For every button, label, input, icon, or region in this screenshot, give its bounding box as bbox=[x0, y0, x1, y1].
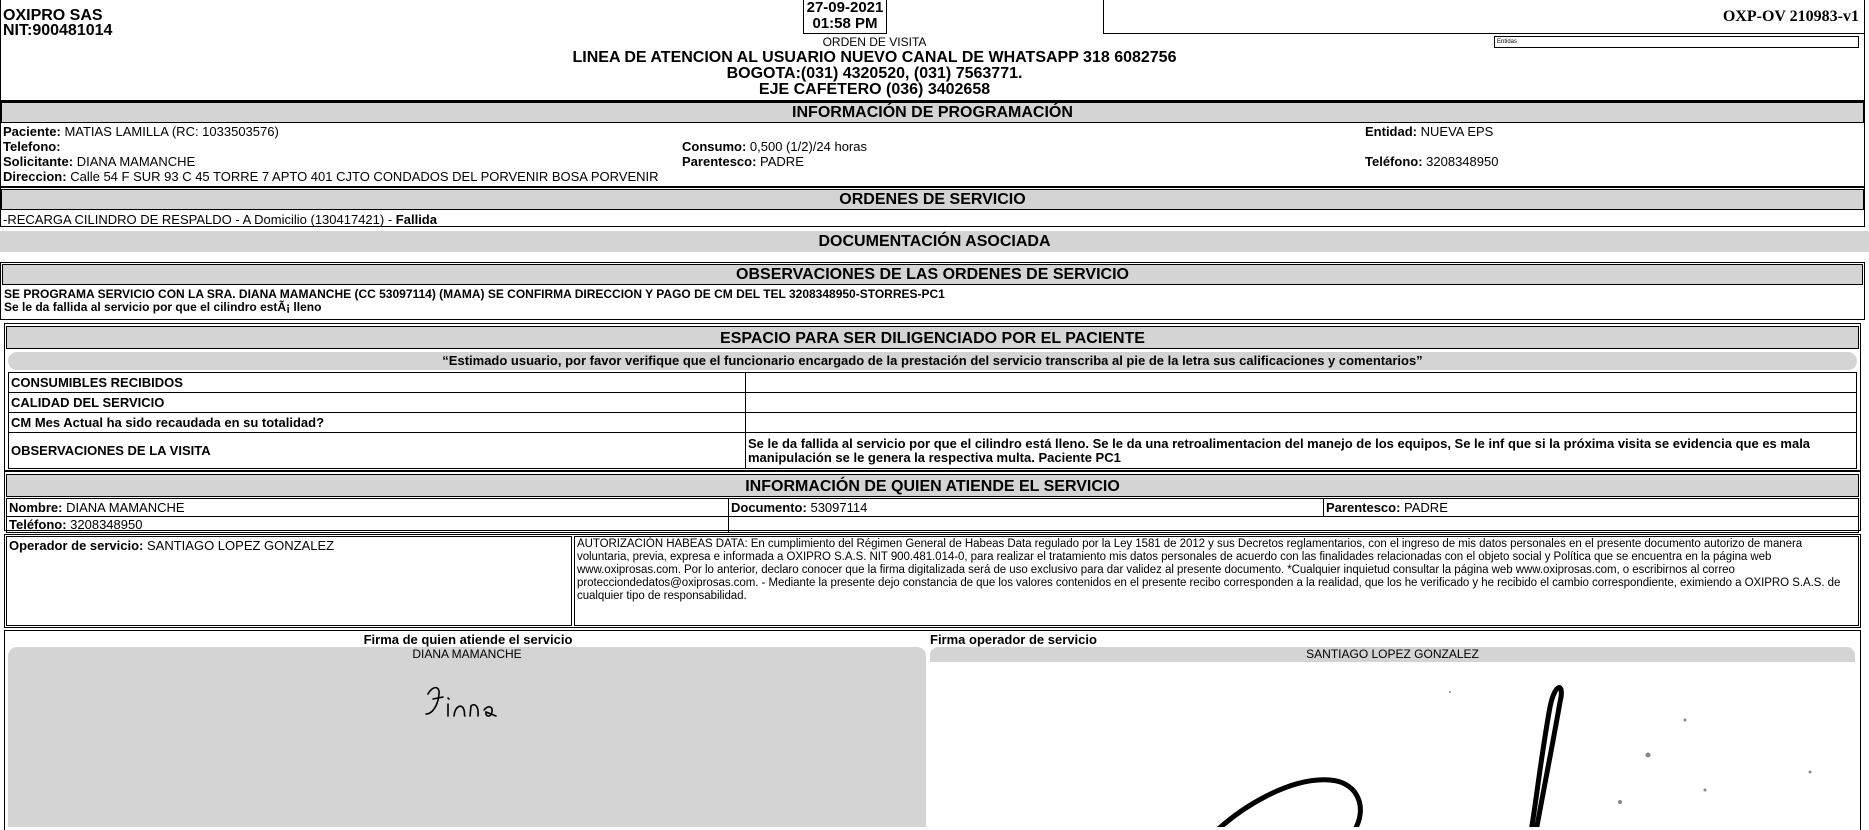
company-nit: NIT:900481014 bbox=[3, 22, 113, 39]
direccion-field bbox=[3, 169, 659, 184]
empty-cell bbox=[729, 517, 1859, 533]
firma-left-name: DIANA MAMANCHE bbox=[412, 647, 522, 661]
row-value-input[interactable] bbox=[746, 373, 1857, 393]
entidad-field bbox=[1365, 124, 1493, 139]
company-name: OXIPRO SAS bbox=[3, 7, 103, 24]
datetime-box bbox=[803, 0, 887, 34]
operador-label: Operador de servicio: bbox=[9, 538, 144, 553]
solicitante-value: DIANA MAMANCHE bbox=[76, 154, 196, 169]
paciente-space-notice: “Estimado usuario, por favor verifique que el funcionario encargado de la prestación del servicio transcriba al pie de la letra sus calificaciones y comentarios” bbox=[8, 352, 1857, 370]
orden-description: -RECARGA CILINDRO DE RESPALDO - A Domicilio (130417421) - bbox=[3, 212, 393, 227]
row-label: CONSUMIBLES RECIBIDOS bbox=[9, 373, 746, 393]
parentesco-label: Parentesco: bbox=[682, 154, 757, 169]
doc-type: ORDEN DE VISITA bbox=[822, 35, 927, 49]
paciente-field bbox=[3, 124, 279, 139]
solicitante-label: Solicitante: bbox=[3, 154, 74, 169]
telefono2-field bbox=[1365, 154, 1498, 169]
firma-left-title: Firma de quien atiende el servicio bbox=[363, 632, 573, 647]
row-value-input[interactable]: Se le da fallida al servicio por que el cilindro está lleno. Se le da una retroalimentacion del manejo de los equipos, Se le inf que si la próxima visita se evidencia que es mala manipulación se le genera la respectiva multa. Paciente PC1 bbox=[746, 433, 1857, 469]
doc-code: OXP-OV 210983-v1 bbox=[1722, 8, 1859, 25]
paciente-label: Paciente: bbox=[3, 124, 61, 139]
table-row bbox=[9, 393, 1857, 413]
atiende-table bbox=[6, 498, 1859, 533]
nombre-cell bbox=[7, 499, 729, 517]
documentacion-title: DOCUMENTACIÓN ASOCIADA bbox=[0, 231, 1869, 252]
consumo-value: 0,500 (1/2)/24 horas bbox=[749, 139, 867, 154]
parentesco-label: Parentesco: bbox=[1326, 500, 1401, 515]
row-value-input[interactable] bbox=[746, 413, 1857, 433]
paciente-space-title: ESPACIO PARA SER DILIGENCIADO POR EL PACIENTE bbox=[6, 326, 1859, 349]
parentesco-value: PADRE bbox=[1404, 500, 1448, 515]
paciente-value: MATIAS LAMILLA (RC: 1033503576) bbox=[64, 124, 279, 139]
header-line-3: EJE CAFETERO (036) 3402658 bbox=[758, 81, 991, 98]
signature-image-right bbox=[930, 662, 1855, 827]
programacion-title: INFORMACIÓN DE PROGRAMACIÓN bbox=[1, 102, 1864, 123]
table-row bbox=[7, 499, 1859, 517]
firma-right-title: Firma operador de servicio bbox=[930, 632, 1097, 647]
table-row bbox=[9, 373, 1857, 393]
telefono-cell bbox=[7, 517, 729, 533]
parentesco-cell bbox=[1324, 499, 1859, 517]
observaciones-line-1: SE PROGRAMA SERVICIO CON LA SRA. DIANA MAMANCHE (CC 53097114) (MAMA) SE CONFIRMA DIRECCION Y PAGO DE CM DEL TEL 3208348950-STORRES-PC1 bbox=[4, 287, 945, 301]
header-line-2: BOGOTA:(031) 4320520, (031) 7563771. bbox=[726, 65, 1023, 82]
doc-code-box bbox=[1103, 0, 1865, 34]
telefono2-label: Teléfono: bbox=[1365, 154, 1423, 169]
orden-status: Fallida bbox=[395, 212, 437, 227]
observaciones-line-2: Se le da fallida al servicio por que el cilindro estÃ¡ lleno bbox=[4, 300, 322, 314]
paciente-space-table bbox=[8, 372, 1857, 469]
ordenes-title: ORDENES DE SERVICIO bbox=[1, 189, 1864, 210]
row-label: OBSERVACIONES DE LA VISITA bbox=[9, 433, 746, 469]
firma-right-panel bbox=[930, 647, 1855, 827]
operador-cell bbox=[6, 536, 572, 626]
documento-label: Documento: bbox=[731, 500, 807, 515]
observaciones-title: OBSERVACIONES DE LAS ORDENES DE SERVICIO bbox=[2, 264, 1863, 285]
table-row bbox=[9, 413, 1857, 433]
documento-value: 53097114 bbox=[810, 500, 868, 515]
telefono2-value: 3208348950 bbox=[1426, 154, 1499, 169]
row-value-input[interactable] bbox=[746, 393, 1857, 413]
parentesco-field bbox=[682, 154, 804, 169]
consumo-label: Consumo: bbox=[682, 139, 747, 154]
direccion-value: Calle 54 F SUR 93 C 45 TORRE 7 APTO 401 CJTO CONDADOS DEL PORVENIR BOSA PORVENIR bbox=[70, 169, 659, 184]
table-row bbox=[9, 433, 1857, 469]
firma-left-panel bbox=[8, 647, 926, 827]
telefono-value: 3208348950 bbox=[70, 517, 143, 532]
documento-cell bbox=[729, 499, 1324, 517]
telefono-label: Teléfono: bbox=[9, 517, 67, 532]
table-row bbox=[7, 517, 1859, 533]
entidad-value: NUEVA EPS bbox=[1420, 124, 1494, 139]
operador-value: SANTIAGO LOPEZ GONZALEZ bbox=[147, 538, 335, 553]
direccion-label: Direccion: bbox=[3, 169, 67, 184]
consumo-field bbox=[682, 139, 867, 154]
telefono-field bbox=[3, 139, 61, 154]
date-value: 27-09-2021 bbox=[806, 0, 884, 16]
nombre-label: Nombre: bbox=[9, 500, 63, 515]
nombre-value: DIANA MAMANCHE bbox=[66, 500, 185, 515]
parentesco-value: PADRE bbox=[760, 154, 804, 169]
solicitante-field bbox=[3, 154, 195, 169]
row-label: CM Mes Actual ha sido recaudada en su totalidad? bbox=[9, 413, 746, 433]
header-line-1: LINEA DE ATENCION AL USUARIO NUEVO CANAL DE WHATSAPP 318 6082756 bbox=[572, 49, 1177, 66]
entidad-label: Entidad: bbox=[1365, 124, 1417, 139]
telefono-label: Telefono: bbox=[3, 139, 61, 154]
orden-item bbox=[3, 212, 437, 227]
time-value: 01:58 PM bbox=[812, 15, 878, 32]
atiende-title: INFORMACIÓN DE QUIEN ATIENDE EL SERVICIO bbox=[6, 474, 1859, 497]
row-label: CALIDAD DEL SERVICIO bbox=[9, 393, 746, 413]
habeas-data-text: AUTORIZACIÓN HABEAS DATA: En cumplimiento del Régimen General de Habeas Data regulado por la Ley 1581 de 2012 y sus Decretos reglamentarios, con el ingreso de mis datos personales en el presente documento autorizo de manera voluntaria, previa, expresa e informada a OXIPRO S.A.S. NIT 900.481.014-0, para realizar el tratamiento mis datos personales de acuerdo con las finalidades relacionadas con el objeto social y Política que se encuentra en la página web www.oxiprosas.com. Por lo anterior, declaro conocer que la firma digitalizada será de uso exclusivo para dar validez al presente documento. *Cualquier inquietud consultar la página web www.oxiprosas.com, o escribirnos al correo protecciondedatos@oxiprosas.com. - Mediante la presente dejo constancia de que los valores contenidos en el presente recibo corresponden a la realidad, que los he verificado y he recibido el cambio correspondiente, eximiendo a OXIPRO S.A.S. de cualquier tipo de responsabilidad. bbox=[574, 536, 1859, 626]
small-label: Entidas bbox=[1497, 39, 1518, 45]
signature-image-left bbox=[418, 672, 538, 732]
firma-right-name: SANTIAGO LOPEZ GONZALEZ bbox=[930, 647, 1855, 662]
